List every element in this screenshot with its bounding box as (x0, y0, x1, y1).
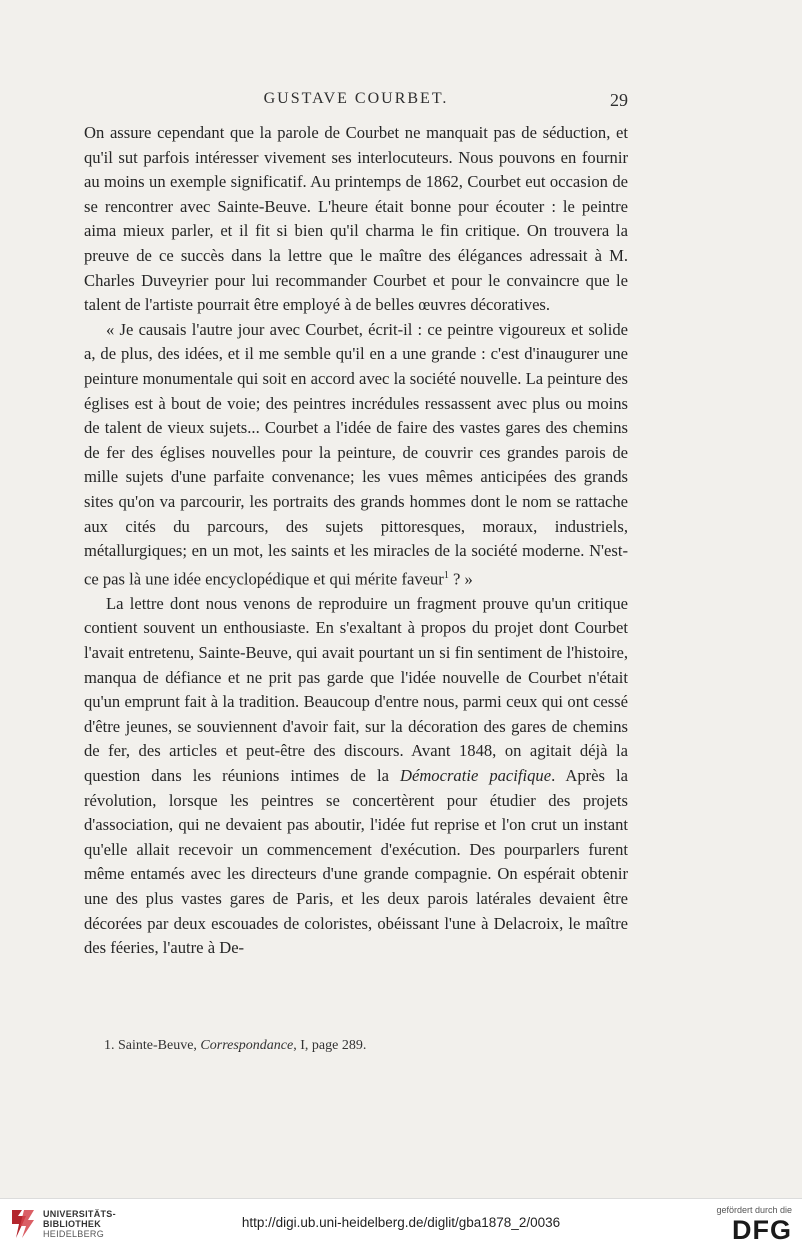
paragraph-2-quote: « Je causais l'autre jour avec Courbet, écrit-il : ce peintre vigoureux et solide a, de plus, des idées, et il me semble qu'il en a une grande : c'est d'inaugurer une peinture monumentale qui soit en accord avec la société nouvelle. La peinture des églises est à bout de voie; des peintres incrédules ressassent avec plus ou moins de talent de vieux sujets... Courbet a l'idée de faire des vastes gares des chemins de fer des églises nouvelles pour la peinture, de couvrir ces grandes parois de mille sujets d'une parfaite convenance; les vues mêmes anticipées des grands sites qu'on va parcourir, les portraits des grands hommes dont le nom se rattache aux cités du parcours, des sujets pittoresques, moraux, industriels, métallurgiques; en un mot, les saints et les miracles de la société moderne. N'est-ce pas là une idée encyclopédique et qui mérite faveur$^1$ ? » (84, 319, 628, 589)
paragraph-1: On assure cependant que la parole de Courbet ne manquait pas de séduction, et qu'il sut parfois intéresser vivement ses interlocuteurs. Nous pouvons en fournir au moins un exemple significatif. Au printemps de 1862, Courbet eut occasion de se rencontrer avec Sainte-Beuve. L'heure était bonne pour écouter : le peintre aima mieux parler, et il fit si bien qu'il charma le fin critique. On trouvera la preuve de ce succès dans la lettre que le maître des élégances adressait à M. Charles Duveyrier pour lui recommander Courbet et pour le convaincre que le talent de l'artiste pourrait être employé à de belles œuvres décoratives. (84, 123, 628, 315)
viewer-footer (0, 1198, 802, 1257)
body-text (84, 121, 628, 961)
footnote: 1. Sainte-Beuve, Correspondance, I, page 289. (104, 1038, 367, 1053)
library-name: UNIVERSITÄTS- BIBLIOTHEK HEIDELBERG (43, 1209, 116, 1239)
page-header (84, 88, 628, 116)
footnote-work-title: Correspondance (200, 1038, 294, 1053)
running-title: GUSTAVE COURBET. (263, 90, 449, 107)
footnote-ref: 1 (443, 569, 449, 581)
permalink-url[interactable]: http://digi.ub.uni-heidelberg.de/diglit/gba1878_2/0036 (241, 1215, 561, 1230)
dfg-funding-logo[interactable] (716, 1205, 792, 1245)
paragraph-3: La lettre dont nous venons de reproduire un fragment prouve qu'un critique contient souvent un enthousiaste. En s'exaltant à propos du projet dont Courbet l'avait entretenu, Sainte-Beuve, qui avait pourtant un si fin sentiment de l'histoire, manqua de défiance et ne prit pas garde que l'idée nouvelle de Courbet n'était qu'un emprunt fait à la tradition. Beaucoup d'entre nous, parmi ceux qui ont cessé d'être jeunes, se souviennent d'avoir fait, sur la décoration des gares de chemins de fer, des articles et peut-être des discours. Avant 1848, on agitait déjà la question dans les réunions intimes de la Démocratie pacifique. Après la révolution, lorsque les peintres se concertèrent pour étudier des projets d'association, qui ne devaient pas aboutir, l'idée fut reprise et l'on crut un instant qu'elle allait recevoir un commencement d'exécution. Des pourparlers furent même entamés avec les directeurs d'une grande compagnie. On espérait obtenir une des plus vastes gares de Paris, et les deux parois latérales devaient être décorées par deux escouades de coloristes, obéissant l'une à Delacroix, le maître des féeries, l'autre à De- (84, 593, 628, 958)
funding-caption: gefördert durch die (716, 1205, 792, 1215)
dfg-logo-icon: DFG (732, 1215, 792, 1245)
page-number: 29 (610, 90, 628, 110)
journal-title: Démocratie pacifique (399, 765, 552, 785)
